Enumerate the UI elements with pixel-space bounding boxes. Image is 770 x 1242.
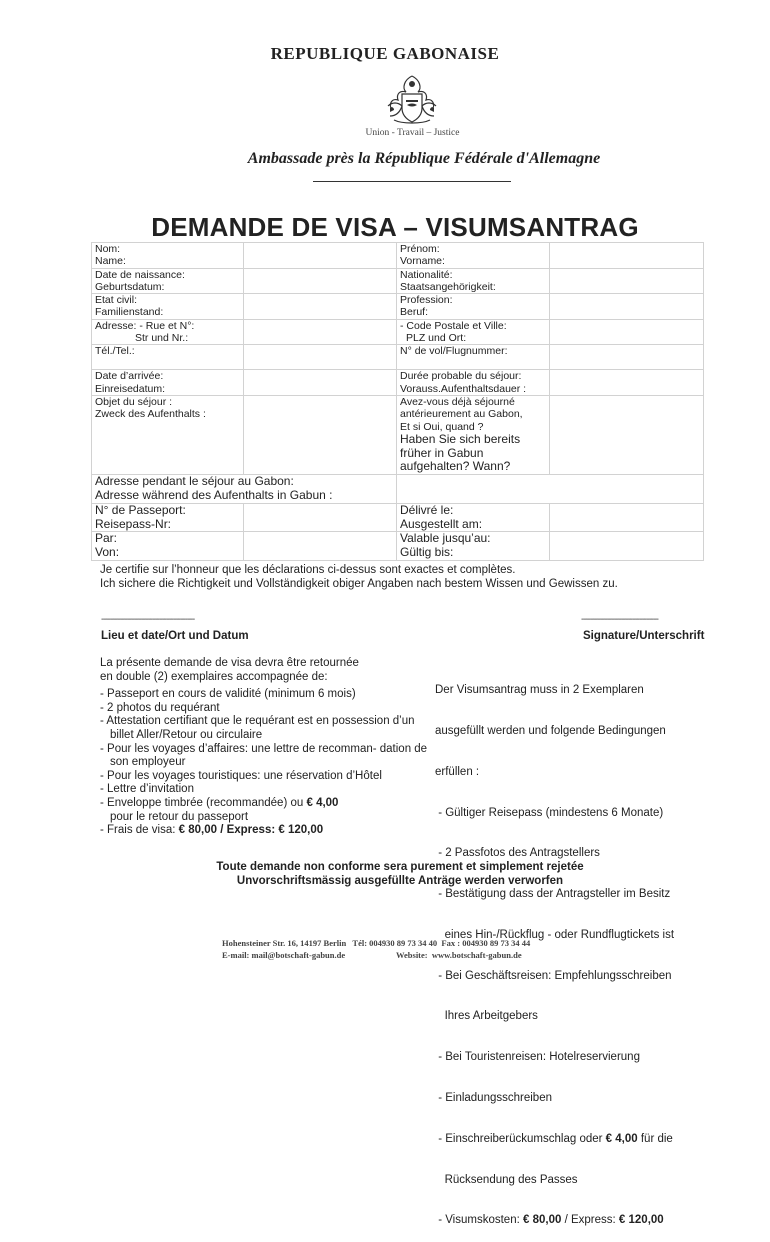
rejection-warning	[0, 860, 770, 888]
field-value-nationality[interactable]	[550, 268, 704, 294]
field-value-passport[interactable]	[244, 503, 397, 532]
form-row-civil	[92, 294, 704, 320]
field-value-arrival[interactable]	[244, 370, 397, 396]
field-label-issued: Délivré le: Ausgestellt am:	[397, 503, 550, 532]
list-item: - Attestation certifiant que le requérant est en possession d’un billet Aller/Retour ou circulaire	[100, 715, 415, 741]
list-item: Rücksendung des Passes	[435, 1173, 578, 1186]
form-row-name	[92, 243, 704, 269]
signature-line: ---------------------------------	[581, 614, 658, 625]
form-row-issuer	[92, 532, 704, 561]
certification-fr: Je certifie sur l’honneur que les déclarations ci-dessus sont exactes et complètes.	[100, 564, 516, 576]
embassy-name: Ambassade près la République Fédérale d'Allemagne	[247, 150, 601, 167]
envelope-price: € 4,00	[605, 1132, 638, 1145]
footer-contact: E-mail: mail@botschaft-gabun.de Website: www.botschaft-gabun.de	[222, 950, 522, 960]
field-label-phone: Tél./Tel.:	[92, 345, 244, 370]
field-value-flight[interactable]	[550, 345, 704, 370]
field-label-valid-until: Valable jusqu’au: Gültig bis:	[397, 532, 550, 561]
list-item: pour le retour du passeport	[110, 810, 249, 823]
warning-de: Unvorschriftsmässig ausgefüllte Anträge werden verworfen	[236, 875, 564, 887]
field-label-stay-address: Adresse pendant le séjour au Gabon: Adresse während des Aufenthalts in Gabun :	[92, 475, 397, 504]
field-label-previous-stay: Avez-vous déjà séjourné antérieurement au Gabon, Et si Oui, quand ? Haben Sie sich bereits früher in Gabun aufgehalten? Wann?	[397, 395, 550, 474]
form-row-arrival	[92, 370, 704, 396]
field-value-issuer[interactable]	[244, 532, 397, 561]
intro-line: La présente demande de visa devra être retournée	[100, 657, 359, 669]
intro-line: ausgefüllt werden und folgende Bedingungen	[435, 724, 666, 737]
field-value-birthdate[interactable]	[244, 268, 397, 294]
field-value-previous-stay[interactable]	[550, 395, 704, 474]
fee-express: € 120,00	[278, 824, 324, 837]
field-label-firstname: Prénom: Vorname:	[397, 243, 550, 269]
list-item: - Gültiger Reisepass (mindestens 6 Monate)	[435, 806, 664, 819]
field-label-issuer: Par: Von:	[92, 532, 244, 561]
list-item: - Bei Geschäftsreisen: Empfehlungsschreiben	[435, 969, 672, 982]
field-label-passport: N° de Passeport: Reisepass-Nr:	[92, 503, 244, 532]
national-motto: Union - Travail – Justice	[365, 128, 460, 138]
field-value-valid-until[interactable]	[550, 532, 704, 561]
field-value-postcode-city[interactable]	[550, 319, 704, 345]
list-item: eines Hin-/Rückflug - oder Rundflugtickets ist	[435, 928, 675, 941]
field-label-nationality: Nationalité: Staatsangehörigkeit:	[397, 268, 550, 294]
field-label-flight: N° de vol/Flugnummer:	[397, 345, 550, 370]
instructions-french	[100, 657, 430, 838]
field-label-arrival: Date d’arrivée: Einreisedatum:	[92, 370, 244, 396]
form-row-passport	[92, 503, 704, 532]
coat-of-arms-emblem	[380, 72, 444, 126]
field-label-civil-status: Etat civil: Familienstand:	[92, 294, 244, 320]
field-value-name[interactable]	[244, 243, 397, 269]
visa-form-table	[91, 242, 704, 561]
list-item: - Bei Touristenreisen: Hotelreservierung	[435, 1051, 640, 1064]
intro-line: Der Visumsantrag muss in 2 Exemplaren	[435, 684, 644, 697]
field-value-street[interactable]	[244, 319, 397, 345]
list-item: - Einschreiberückumschlag oder € 4,00 für die	[435, 1132, 673, 1145]
field-value-issued[interactable]	[550, 503, 704, 532]
form-row-stay-address	[92, 475, 704, 504]
form-row-purpose	[92, 395, 704, 474]
field-label-birthdate: Date de naissance: Geburtsdatum:	[92, 268, 244, 294]
form-row-birth	[92, 268, 704, 294]
footer-address: Hohensteiner Str. 16, 14197 Berlin Tél: 004930 89 73 34 40 Fax : 004930 89 73 34 44	[222, 938, 531, 948]
field-value-phone[interactable]	[244, 345, 397, 370]
field-value-purpose[interactable]	[244, 395, 397, 474]
intro-line: erfüllen :	[435, 765, 480, 778]
envelope-price: € 4,00	[306, 796, 339, 809]
field-value-stay-address[interactable]	[397, 475, 704, 504]
list-item: - Enveloppe timbrée (recommandée) ou € 4,00	[100, 796, 339, 809]
field-value-firstname[interactable]	[550, 243, 704, 269]
list-item: - 2 photos du requérant	[100, 701, 220, 714]
fee-normal: € 80,00	[178, 824, 217, 837]
certification-text	[100, 563, 740, 591]
field-label-name: Nom: Name:	[92, 243, 244, 269]
fee-normal: € 80,00	[523, 1214, 562, 1227]
field-label-profession: Profession: Beruf:	[397, 294, 550, 320]
field-value-duration[interactable]	[550, 370, 704, 396]
list-item: - Einladungsschreiben	[435, 1092, 552, 1104]
embassy-underline	[313, 181, 511, 182]
list-item: - Frais de visa: € 80,00 / Express: € 120,00	[100, 824, 324, 837]
list-item: - Visumskosten: € 80,00 / Express: € 120,00	[435, 1214, 664, 1227]
field-label-postcode-city: - Code Postale et Ville: PLZ und Ort:	[397, 319, 550, 345]
form-row-address	[92, 319, 704, 345]
place-date-label: Lieu et date/Ort und Datum	[101, 630, 249, 642]
intro-line: en double (2) exemplaires accompagnée de:	[100, 670, 328, 683]
list-item: - Pour les voyages d’affaires: une lettre de recomman- dation de son employeur	[100, 742, 428, 769]
field-label-purpose: Objet du séjour : Zweck des Aufenthalts :	[92, 395, 244, 474]
list-item: - Pour les voyages touristiques: une réservation d’Hôtel	[100, 769, 382, 782]
list-item: - 2 Passfotos des Antragstellers	[435, 847, 600, 860]
signature-label: Signature/Unterschrift	[583, 630, 705, 642]
field-value-civil-status[interactable]	[244, 294, 397, 320]
form-title: DEMANDE DE VISA – VISUMSANTRAG	[151, 212, 639, 242]
country-name: REPUBLIQUE GABONAISE	[270, 44, 500, 63]
embassy-contact-footer	[222, 937, 530, 961]
list-item: - Lettre d’invitation	[100, 783, 194, 796]
field-value-profession[interactable]	[550, 294, 704, 320]
form-row-phone	[92, 345, 704, 370]
list-item: Ihres Arbeitgebers	[435, 1010, 538, 1023]
warning-fr: Toute demande non conforme sera purement et simplement rejetée	[216, 861, 584, 873]
certification-de: Ich sichere die Richtigkeit und Vollständigkeit obiger Angaben nach bestem Wissen und Gewissen zu.	[100, 578, 618, 590]
place-date-line: ----------------------------------------	[101, 614, 195, 625]
fee-express: € 120,00	[618, 1214, 664, 1227]
list-item: - Passeport en cours de validité (minimum 6 mois)	[100, 688, 356, 701]
field-label-duration: Durée probable du séjour: Vorauss.Aufenthaltsdauer :	[397, 370, 550, 396]
list-item: - Bestätigung dass der Antragsteller im Besitz	[435, 888, 671, 901]
field-label-street: Adresse: - Rue et N°: Str und Nr.:	[92, 319, 244, 345]
